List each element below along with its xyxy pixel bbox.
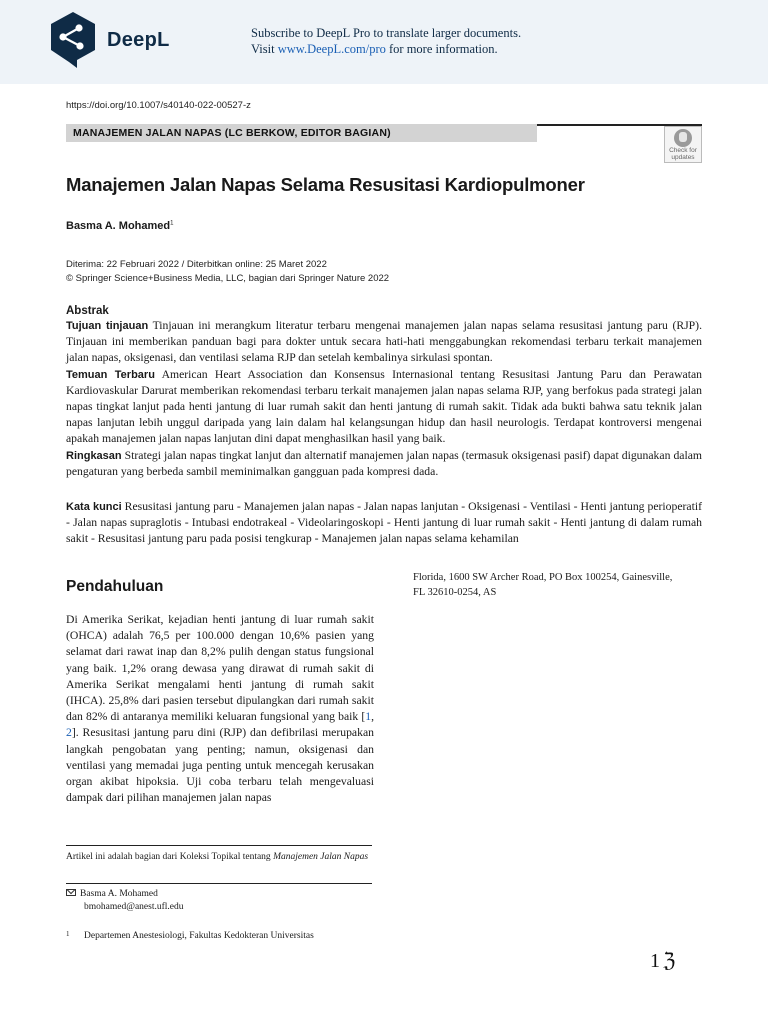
affiliation-number: 1 [66,930,70,938]
purpose-label: Tujuan tinjauan [66,320,149,332]
deepl-logo-icon [47,10,99,70]
footnote-rule-top [66,845,372,846]
check-updates-line-1: Check for [669,147,697,154]
check-for-updates-badge[interactable] [664,126,702,163]
deepl-logo[interactable] [47,10,170,70]
author-name: Basma A. Mohamed [66,220,171,232]
section-bar [66,124,537,142]
right-column-address [413,571,703,600]
address-line-1: Florida, 1600 SW Archer Road, PO Box 100254, Gainesville, [413,572,673,583]
citation-separator: , [371,710,374,724]
author-line [66,220,173,232]
purpose-text: Tinjauan ini merangkum literatur terbaru mengenai manajemen jalan napas selama resusitasi jantung paru (RJP). Tinjauan ini memberikan panduan bagi para dokter untuk secara hati-hati menggabungkan rekomendasi terbaru terkait manajemen jalan napas, oksigenasi, dan ventilasi selama RJP dan setelah kembalinya sirkulasi spontan. [66,319,702,365]
banner-line-2 [251,41,521,57]
publication-dates [66,258,389,286]
summary-label: Ringkasan [66,449,122,462]
intro-heading: Pendahuluan [66,578,164,595]
abstract-summary [66,448,702,480]
abstract-heading: Abstrak [66,305,109,317]
banner-line-2-suffix: for more information. [385,42,498,56]
deepl-pro-link[interactable]: www.DeepL.com/pro [277,42,386,56]
banner-line-1: Subscribe to DeepL Pro to translate larger documents. [251,26,522,40]
author-affiliation-sup: 1 [170,220,174,227]
footnote-italic: Manajemen Jalan Napas [273,852,369,862]
keywords-text: Resusitasi jantung paru - Manajemen jalan napas - Jalan napas lanjutan - Oksigenasi - Ventilasi - Henti jantung perioperatif - Jalan napas supraglotis - Intubasi endotrakeal - Videolaringoskopi - Henti jantung di luar rumah sakit - Henti jantung di dalam rumah sakit - Resusitasi jantung paru pada posisi tengkurap - Manajemen jalan napas selama kehamilan [66,500,702,546]
intro-text-1: Di Amerika Serikat, kejadian henti jantung di luar rumah sakit (OHCA) adalah 76,5 per 100.000 dengan 10,6% pasien yang selamat dari rawat inap dan 8,2% pulih dengan status fungsional yang baik. 1,2% orang dewasa yang dirawat di rumah sakit di Amerika Serikat mengalami henti jantung di rumah sakit (IHCA). 25,8% dari pasien tersebut dipulangkan dari rumah sakit dan 82% di antaranya memiliki keluaran fungsional yang baik [ [66,613,374,724]
deepl-banner [0,0,768,84]
keywords-label: Kata kunci [66,501,122,513]
abstract-purpose [66,318,702,367]
intro-paragraph [66,612,374,806]
contact-name-line [66,888,184,901]
footnote-text: Artikel ini adalah bagian dari Koleksi Topikal tentang [66,852,274,862]
address-line-2: FL 32610-0254, AS [413,586,497,598]
banner-message [251,25,521,57]
findings-text: American Heart Association dan Konsensus Internasional tentang Resusitasi Jantung Paru dan Perawatan Kardiovaskular Darurat memberikan rekomendasi terbaru terkait manajemen jalan napas selama RJP, yang berfokus pada strategi jalan napas tingkat lanjut pada henti jantung di luar rumah sakit dan henti jantung di rumah sakit. Tidak ada bukti bahwa satu teknik jalan napas lanjutan lebih unggul daripada yang lain dalam hal kelangsungan hidup dan hasil neurologis. Terdapat kontroversi mengenai apakah manajemen jalan napas lanjutan dini dapat menghasilkan hasil yang baik. [66,367,702,446]
check-updates-icon [674,129,692,147]
contact-email[interactable]: bmohamed@anest.ufl.edu [84,902,184,912]
copyright-line: © Springer Science+Business Media, LLC, bagian dari Springer Nature 2022 [66,273,390,284]
corresponding-author [66,888,184,914]
abstract-findings [66,367,702,448]
findings-label: Temuan Terbaru [66,368,155,381]
abstract-section [66,305,702,480]
contact-name: Basma A. Mohamed [80,889,158,899]
check-updates-line-2: updates [671,154,695,161]
doi-link[interactable]: https://doi.org/10.1007/s40140-022-00527-z [66,100,251,111]
springer-logo: 1 ℨ [650,950,675,972]
footnote-rule-bottom [66,883,372,884]
affiliation [66,928,314,943]
banner-line-2-prefix: Visit [251,42,278,56]
summary-text: Strategi jalan napas tingkat lanjut dan alternatif manajemen jalan napas (termasuk oksigenasi pasif) dapat digunakan dalam pengaturan yang berbeda sambil meminimalkan gangguan pada kompresi dada. [66,448,702,478]
section-label: MANAJEMEN JALAN NAPAS (LC BERKOW, EDITOR BAGIAN) [73,127,391,139]
citation-link-1[interactable]: 1 [365,710,372,724]
citation-link-2[interactable]: 2 [66,726,72,740]
topical-collection-note [66,851,374,864]
deepl-logo-text: DeepL [107,28,170,51]
keywords [66,499,702,548]
intro-text-2: ]. Resusitasi jantung paru dini (RJP) dan defibrilasi merupakan langkah pengobatan yang penting; namun, oksigenasi dan ventilasi yang memadai juga penting untuk mencegah kerusakan organ akibat hipoksia. Uji coba terbaru telah mengevaluasi dampak dari pilihan manajemen jalan napas [66,726,374,805]
article-title: Manajemen Jalan Napas Selama Resusitasi Kardiopulmoner [66,174,585,195]
affiliation-text: Departemen Anestesiologi, Fakultas Kedokteran Universitas [84,931,314,941]
envelope-icon [66,889,76,896]
dates-line-1: Diterima: 22 Februari 2022 / Diterbitkan online: 25 Maret 2022 [66,259,327,270]
